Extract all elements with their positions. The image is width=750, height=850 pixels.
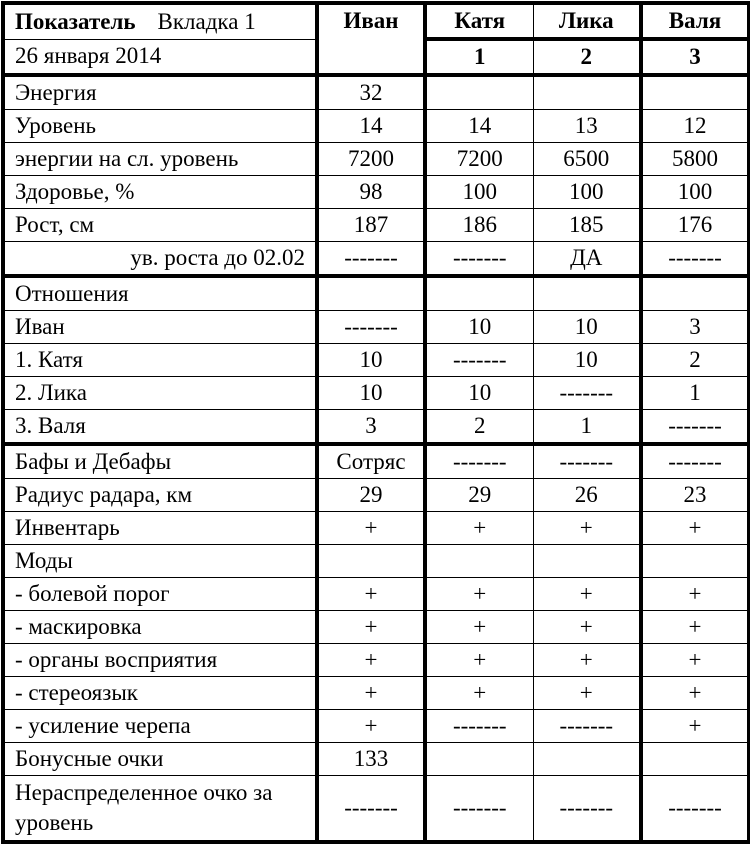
- row-label: Рост, см: [3, 209, 317, 242]
- value-cell: -------: [317, 776, 425, 843]
- value-cell: +: [425, 611, 533, 644]
- value-cell: [641, 75, 749, 110]
- value-cell: +: [533, 512, 641, 545]
- value-cell: 100: [533, 176, 641, 209]
- value-cell: +: [641, 611, 749, 644]
- value-cell: Сотряс: [317, 444, 425, 479]
- value-cell: 12: [641, 110, 749, 143]
- indicator-label: Показатель: [15, 8, 136, 34]
- value-cell: 1: [641, 377, 749, 410]
- header-date: 26 января 2014: [3, 39, 317, 75]
- value-cell: +: [317, 677, 425, 710]
- value-cell: +: [425, 677, 533, 710]
- table-row: [3, 377, 749, 410]
- value-cell: +: [317, 710, 425, 743]
- value-cell: 10: [533, 344, 641, 377]
- value-cell: 23: [641, 479, 749, 512]
- header-number-katya: 1: [425, 39, 533, 75]
- value-cell: [533, 75, 641, 110]
- value-cell: -------: [641, 242, 749, 277]
- value-cell: 176: [641, 209, 749, 242]
- value-cell: 13: [533, 110, 641, 143]
- header-number-valya: 3: [641, 39, 749, 75]
- value-cell: -------: [641, 410, 749, 445]
- value-cell: +: [641, 512, 749, 545]
- table-row: [3, 75, 749, 110]
- value-cell: +: [425, 578, 533, 611]
- row-label: Иван: [3, 311, 317, 344]
- value-cell: 14: [425, 110, 533, 143]
- row-label: Отношения: [3, 276, 317, 311]
- value-cell: 10: [317, 377, 425, 410]
- row-label: Уровень: [3, 110, 317, 143]
- value-cell: -------: [533, 377, 641, 410]
- table-row: [3, 176, 749, 209]
- value-cell: +: [317, 578, 425, 611]
- value-cell: 1: [533, 410, 641, 445]
- table-row: [3, 410, 749, 445]
- table-row: [3, 311, 749, 344]
- tab-label: Вкладка 1: [157, 8, 256, 34]
- value-cell: +: [533, 677, 641, 710]
- table-row: [3, 611, 749, 644]
- table-row: [3, 344, 749, 377]
- row-label: энергии на сл. уровень: [3, 143, 317, 176]
- value-cell: [641, 743, 749, 776]
- header-character-katya: Катя: [425, 3, 533, 39]
- row-label: - маскировка: [3, 611, 317, 644]
- row-label: - органы восприятия: [3, 644, 317, 677]
- value-cell: -------: [533, 710, 641, 743]
- character-stats-table: [1, 1, 750, 844]
- value-cell: -------: [425, 242, 533, 277]
- row-label: Моды: [3, 545, 317, 578]
- table-row: [3, 209, 749, 242]
- value-cell: [317, 545, 425, 578]
- value-cell: ДА: [533, 242, 641, 277]
- value-cell: [641, 276, 749, 311]
- value-cell: +: [641, 710, 749, 743]
- value-cell: +: [641, 578, 749, 611]
- table-row: [3, 545, 749, 578]
- value-cell: +: [425, 644, 533, 677]
- value-cell: -------: [317, 311, 425, 344]
- value-cell: [641, 545, 749, 578]
- table-row: [3, 143, 749, 176]
- value-cell: 29: [425, 479, 533, 512]
- value-cell: 26: [533, 479, 641, 512]
- value-cell: -------: [425, 710, 533, 743]
- table-row: [3, 242, 749, 277]
- value-cell: 3: [317, 410, 425, 445]
- value-cell: 29: [317, 479, 425, 512]
- value-cell: 10: [317, 344, 425, 377]
- row-label: Бафы и Дебафы: [3, 444, 317, 479]
- value-cell: 100: [425, 176, 533, 209]
- value-cell: 133: [317, 743, 425, 776]
- row-label: 1. Катя: [3, 344, 317, 377]
- row-label: - усиление черепа: [3, 710, 317, 743]
- value-cell: 6500: [533, 143, 641, 176]
- header-number-lika: 2: [533, 39, 641, 75]
- value-cell: [425, 75, 533, 110]
- row-label: Радиус радара, км: [3, 479, 317, 512]
- table-row: [3, 743, 749, 776]
- table-row: [3, 578, 749, 611]
- value-cell: 7200: [317, 143, 425, 176]
- value-cell: +: [425, 512, 533, 545]
- value-cell: 185: [533, 209, 641, 242]
- row-label: Бонусные очки: [3, 743, 317, 776]
- value-cell: 186: [425, 209, 533, 242]
- value-cell: -------: [533, 776, 641, 843]
- row-label: Энергия: [3, 75, 317, 110]
- value-cell: [317, 276, 425, 311]
- header-indicator-cell: [3, 3, 317, 39]
- value-cell: -------: [425, 344, 533, 377]
- header-row-names: [3, 3, 749, 39]
- value-cell: 100: [641, 176, 749, 209]
- row-label: - стереоязык: [3, 677, 317, 710]
- value-cell: -------: [641, 444, 749, 479]
- value-cell: +: [641, 644, 749, 677]
- row-label: - болевой порог: [3, 578, 317, 611]
- value-cell: [533, 743, 641, 776]
- value-cell: 10: [533, 311, 641, 344]
- value-cell: -------: [425, 444, 533, 479]
- value-cell: 5800: [641, 143, 749, 176]
- table-row: [3, 710, 749, 743]
- value-cell: +: [641, 677, 749, 710]
- value-cell: 2: [425, 410, 533, 445]
- row-label: 3. Валя: [3, 410, 317, 445]
- header-character-ivan: Иван: [317, 3, 425, 75]
- value-cell: [425, 276, 533, 311]
- table-row: [3, 644, 749, 677]
- table-row: [3, 110, 749, 143]
- row-label: Инвентарь: [3, 512, 317, 545]
- table-row: [3, 776, 749, 843]
- value-cell: 32: [317, 75, 425, 110]
- value-cell: +: [317, 611, 425, 644]
- value-cell: [533, 276, 641, 311]
- value-cell: 14: [317, 110, 425, 143]
- value-cell: -------: [641, 776, 749, 843]
- row-label: ув. роста до 02.02: [3, 242, 317, 277]
- value-cell: +: [533, 611, 641, 644]
- value-cell: +: [533, 644, 641, 677]
- value-cell: 187: [317, 209, 425, 242]
- value-cell: -------: [317, 242, 425, 277]
- value-cell: -------: [425, 776, 533, 843]
- value-cell: +: [533, 578, 641, 611]
- value-cell: [425, 545, 533, 578]
- row-label: 2. Лика: [3, 377, 317, 410]
- header-character-lika: Лика: [533, 3, 641, 39]
- value-cell: 98: [317, 176, 425, 209]
- value-cell: [425, 743, 533, 776]
- value-cell: [533, 545, 641, 578]
- value-cell: 10: [425, 377, 533, 410]
- value-cell: 10: [425, 311, 533, 344]
- table-row: [3, 479, 749, 512]
- value-cell: -------: [533, 444, 641, 479]
- row-label: Здоровье, %: [3, 176, 317, 209]
- value-cell: 2: [641, 344, 749, 377]
- value-cell: 7200: [425, 143, 533, 176]
- header-character-valya: Валя: [641, 3, 749, 39]
- value-cell: +: [317, 512, 425, 545]
- table-row: [3, 512, 749, 545]
- table-row: [3, 677, 749, 710]
- value-cell: 3: [641, 311, 749, 344]
- value-cell: +: [317, 644, 425, 677]
- table-row: [3, 276, 749, 311]
- table-row: [3, 444, 749, 479]
- row-label: Нераспределенное очко за уровень: [3, 776, 317, 843]
